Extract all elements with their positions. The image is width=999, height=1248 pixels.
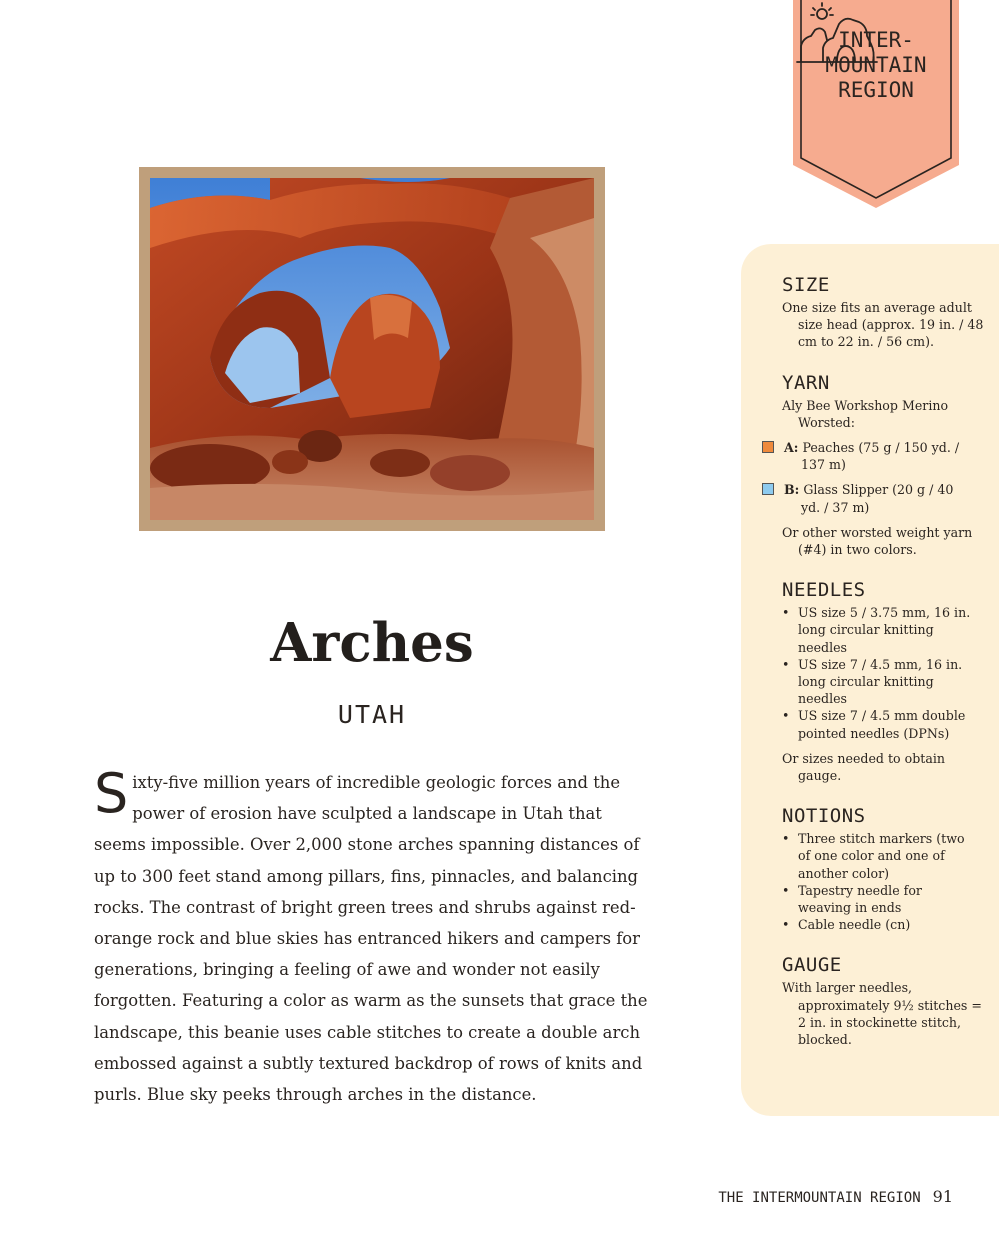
drop-cap: S (94, 762, 129, 825)
yarn-heading: YARN (782, 371, 830, 394)
size-heading: SIZE (782, 274, 830, 296)
gauge-section (782, 954, 999, 1048)
yarn-key: B: (784, 482, 800, 498)
list-item: • Three stitch markers (two of one color and one of another color) (782, 830, 974, 882)
needles-list (782, 604, 999, 742)
color-swatch-a (762, 441, 774, 453)
needles-outro: Or sizes needed to obtain gauge. (782, 750, 945, 784)
region-label-line: MOUNTAIN (825, 53, 927, 77)
color-swatch-b (762, 483, 774, 495)
double-arch-photo (150, 178, 594, 520)
yarn-desc: Glass Slipper (20 g / 40 yd. / 37 m) (801, 482, 954, 515)
gauge-heading: GAUGE (782, 954, 842, 977)
list-item: • US size 7 / 4.5 mm double pointed needles (DPNs) (782, 707, 974, 741)
needles-heading: NEEDLES (782, 579, 866, 602)
list-item: • US size 7 / 4.5 mm, 16 in. long circular knitting needles (782, 656, 974, 708)
intro-text: ixty-five million years of incredible geologic forces and the power of erosion have sculpted a landscape in Utah that seems impossible. Over 2,000 stone arches spanning distances of up to 300 feet stand among pillars, fins, pinnacles, and balancing rocks. The contrast of bright green trees and shrubs against red-orange rock and blue skies has entranced hikers and campers for generations, bringing a feeling of awe and wonder not easily forgotten. Featuring a color as warm as the sunsets that grace the landscape, this beanie uses cable stitches to create a double arch embossed against a subtly textured backdrop of rows of knits and purls. Blue sky peeks through arches in the distance. (94, 773, 648, 1105)
photo-frame (139, 167, 605, 531)
list-item: • Cable needle (cn) (782, 916, 974, 933)
region-label-line: REGION (838, 78, 914, 102)
yarn-section (782, 372, 999, 559)
needles-section (782, 579, 999, 784)
yarn-item-b (782, 481, 999, 515)
notions-section (782, 805, 999, 933)
notions-heading: NOTIONS (782, 805, 866, 828)
list-item: • Tapestry needle for weaving in ends (782, 882, 974, 916)
yarn-item-text (782, 481, 971, 515)
yarn-item-text (782, 439, 971, 473)
page-subtitle: UTAH (337, 700, 407, 729)
page-number: 91 (932, 1187, 953, 1206)
yarn-outro: Or other worsted weight yarn (#4) in two colors. (782, 524, 973, 558)
pattern-specs-sidebar (741, 244, 999, 1116)
notions-list (782, 830, 999, 933)
page-title: Arches (270, 612, 474, 674)
arch-sun-icon (793, 0, 883, 66)
intro-paragraph (94, 762, 654, 1110)
gauge-text: With larger needles, approximately 9½ stitches = 2 in. in stockinette stitch, blocked. (782, 980, 982, 1048)
size-text: One size fits an average adult size head (approx. 19 in. / 48 cm to 22 in. / 56 cm). (782, 300, 984, 350)
yarn-desc: Peaches (75 g / 150 yd. / 137 m) (801, 440, 960, 473)
yarn-intro: Aly Bee Workshop Merino Worsted: (782, 397, 949, 430)
yarn-item-a (782, 439, 999, 473)
page-footer (718, 1187, 953, 1206)
list-item: • US size 5 / 3.75 mm, 16 in. long circular knitting needles (782, 604, 974, 656)
yarn-key: A: (784, 440, 799, 456)
region-banner (793, 0, 959, 210)
region-label-line: INTER- (838, 28, 914, 52)
footer-section-title: THE INTERMOUNTAIN REGION (718, 1190, 921, 1206)
size-section (782, 274, 999, 351)
